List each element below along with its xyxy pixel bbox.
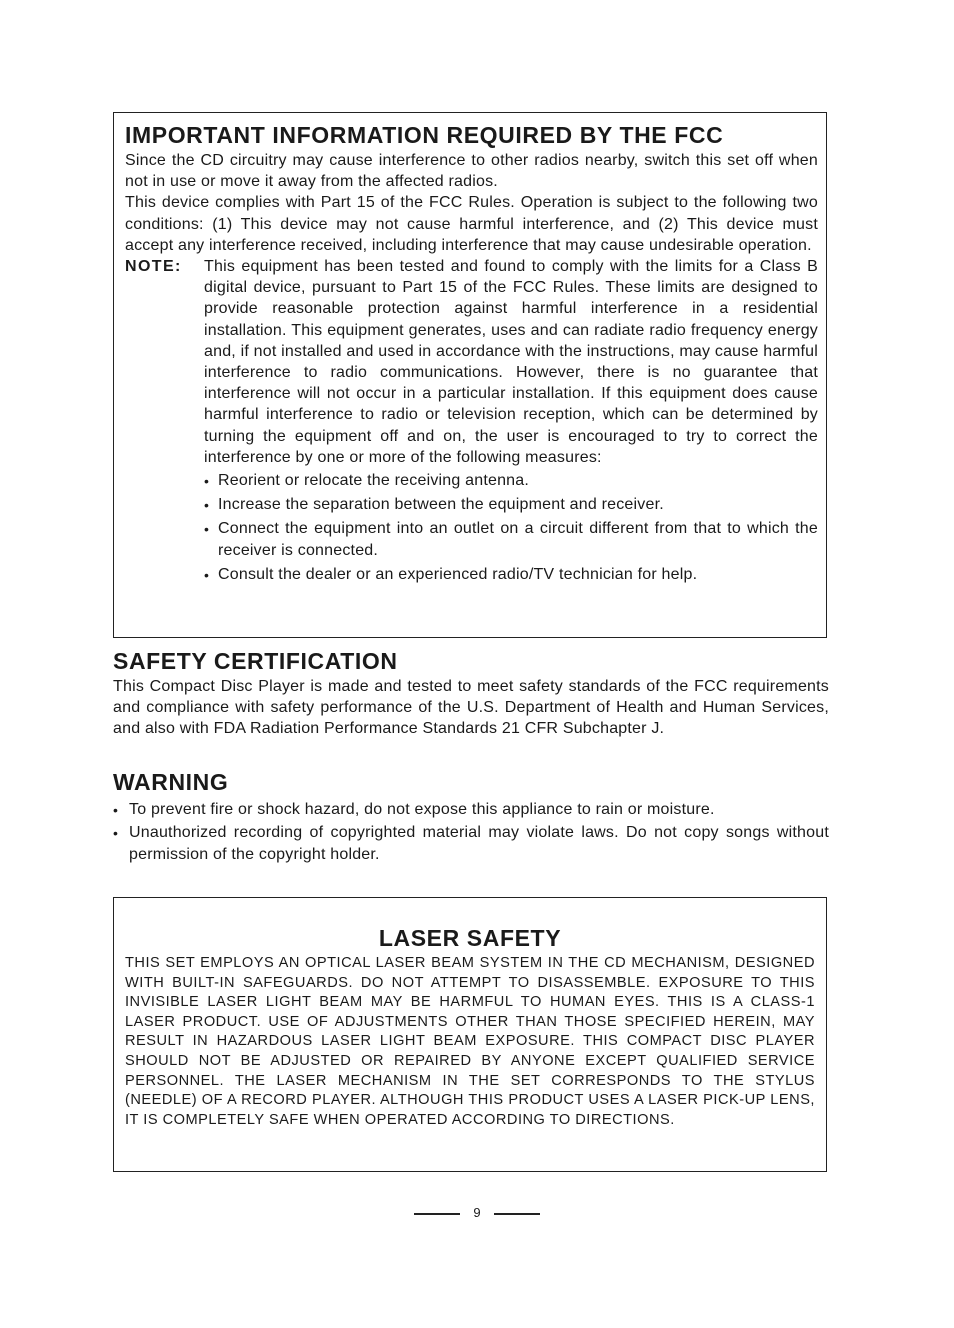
page-footer (0, 1205, 954, 1220)
list-item: • Connect the equipment into an outlet on a circuit different from that to which the receiver is connected. (204, 520, 818, 560)
note-text: This equipment has been tested and found to comply with the limits for a Class B digital device, pursuant to Part 15 of the FCC Rules. These limits are designed to provide reasonable protection against harmful interference in a residential installation. This equipment generates, uses and can radiate radio frequency energy and, if not installed and used in accordance with the instructions, may cause harmful interference to radio communications. However, there is no guarantee that interference will not occur in a particular installation. If this equipment does cause harmful interference to radio or television reception, which can be determined by turning the equipment off and on, the user is encouraged to try to correct the interference by one or more of the following measures: (204, 258, 818, 466)
list-item: • Reorient or relocate the receiving antenna. (204, 470, 818, 492)
warning-title: WARNING (113, 769, 229, 795)
measures-list (125, 468, 818, 586)
list-item: • To prevent fire or shock hazard, do not expose this appliance to rain or moisture. (113, 799, 829, 821)
list-item: • Increase the separation between the equipment and receiver. (204, 494, 818, 516)
fcc-title: IMPORTANT INFORMATION REQUIRED BY THE FCC (125, 122, 724, 148)
fcc-note (125, 256, 818, 468)
note-label: NOTE: (125, 258, 182, 276)
bullet-icon: • (204, 567, 210, 584)
fcc-information-box (113, 112, 827, 638)
footer-rule-right (494, 1213, 540, 1215)
bullet-icon: • (113, 825, 119, 841)
laser-text: THIS SET EMPLOYS AN OPTICAL LASER BEAM SYSTEM IN THE CD MECHANISM, DESIGNED WITH BUILT-IN SAFEGUARDS. DO NOT ATTEMPT TO DISASSEMBLE. EXPOSURE TO THIS INVISIBLE LASER LIGHT BEAM MAY BE HARMFUL TO HUMAN EYES. THIS IS A CLASS-1 LASER PRODUCT. USE OF ADJUSTMENTS OTHER THAN THOSE SPECIFIED HEREIN, MAY RESULT IN HAZARDOUS LASER LIGHT BEAM EXPOSURE. THIS COMPACT DISC PLAYER SHOULD NOT BE ADJUSTED OR REPAIRED BY ANYONE EXCEPT QUALIFIED SERVICE PERSONNEL. THE LASER MECHANISM IN THE SET CORRESPONDS TO THE STYLUS (NEEDLE) OF A RECORD PLAYER. ALTHOUGH THIS PRODUCT USES A LASER PICK-UP LENS, IT IS COMPLETELY SAFE WHEN OPERATED ACCORDING TO DIRECTIONS. (125, 955, 815, 1128)
safety-text: This Compact Disc Player is made and tested to meet safety standards of the FCC requirements and compliance with safety performance of the U.S. Department of Health and Human Services, and also with FDA Radiation Performance Standards 21 CFR Subchapter J. (113, 678, 829, 738)
safety-certification-section (113, 646, 829, 740)
warning-list (113, 799, 829, 866)
bullet-icon: • (204, 497, 210, 514)
safety-title: SAFETY CERTIFICATION (113, 648, 398, 674)
bullet-icon: • (204, 473, 210, 490)
laser-title: LASER SAFETY (378, 925, 562, 951)
fcc-paragraph-1: Since the CD circuitry may cause interference to other radios nearby, switch this set off when not in use or move it away from the affected radios. (125, 152, 818, 191)
footer-rule-left (414, 1213, 460, 1215)
laser-safety-box (113, 897, 827, 1172)
warning-section (113, 767, 829, 867)
list-item: • Consult the dealer or an experienced radio/TV technician for help. (204, 564, 818, 586)
list-item: • Unauthorized recording of copyrighted material may violate laws. Do not copy songs without permission of the copyright holder. (113, 824, 829, 863)
bullet-icon: • (204, 521, 210, 538)
bullet-icon: • (113, 802, 119, 818)
fcc-paragraph-2: This device complies with Part 15 of the FCC Rules. Operation is subject to the following two conditions: (1) This device may not cause harmful interference, and (2) This device must accept any interference received, including interference that may cause undesirable operation. (125, 194, 818, 254)
page-number: 9 (473, 1205, 481, 1220)
